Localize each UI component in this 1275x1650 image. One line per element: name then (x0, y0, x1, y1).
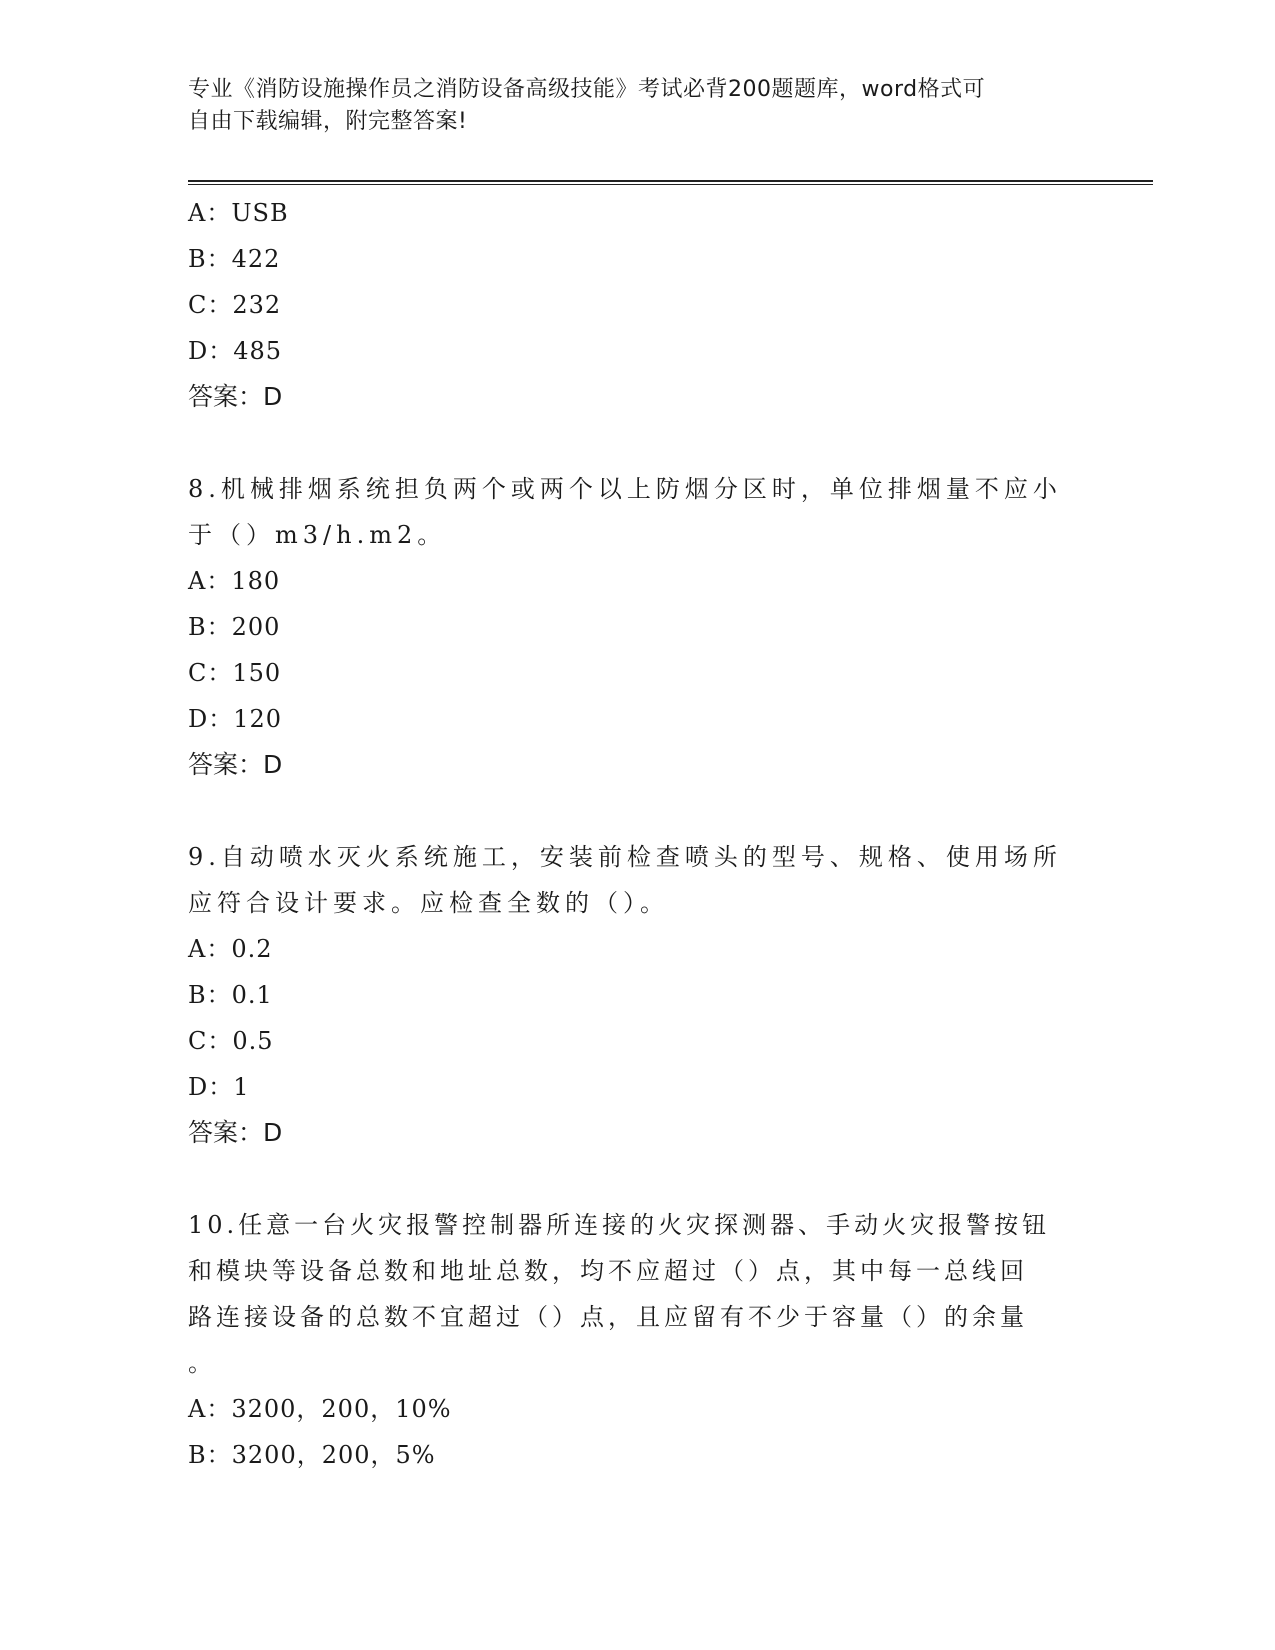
option-b: B：0.1 (188, 981, 273, 1009)
option-c: C：150 (188, 659, 282, 687)
question-text-line: 于（）m3/h.m2。 (188, 521, 447, 549)
option-a: A：180 (188, 567, 281, 595)
option-b: B：3200，200，5% (188, 1441, 436, 1469)
answer: 答案：D (188, 382, 283, 411)
question-9-block (188, 834, 1088, 1156)
option-b: B：422 (188, 245, 281, 273)
question-10-block (188, 1202, 1088, 1478)
answer: 答案：D (188, 750, 283, 779)
option-c: C：0.5 (188, 1027, 274, 1055)
question-8-block (188, 466, 1088, 788)
header-divider-thin (188, 184, 1153, 185)
answer: 答案：D (188, 1118, 283, 1147)
question-text-line: 路连接设备的总数不宜超过（）点，且应留有不少于容量（）的余量 (188, 1303, 1028, 1331)
header-divider (188, 180, 1153, 182)
option-a: A：0.2 (188, 935, 273, 963)
option-b: B：200 (188, 613, 281, 641)
question-text-line: 9.自动喷水灭火系统施工，安装前检查喷头的型号、规格、使用场所 (188, 843, 1062, 871)
question-text-line: 10.任意一台火灾报警控制器所连接的火灾探测器、手动火灾报警按钮 (188, 1211, 1051, 1239)
header-line-1: 专业《消防设施操作员之消防设备高级技能》考试必背200题题库，word格式可 (188, 77, 986, 102)
question-list (188, 190, 1088, 1478)
question-text-line: 应符合设计要求。应检查全数的（）。 (188, 889, 669, 917)
header-line-2: 自由下载编辑，附完整答案! (188, 109, 468, 134)
option-a: A：USB (188, 199, 289, 227)
question-text-line: 和模块等设备总数和地址总数，均不应超过（）点，其中每一总线回 (188, 1257, 1028, 1285)
option-d: D：1 (188, 1073, 250, 1101)
document-header (188, 74, 1088, 138)
option-d: D：485 (188, 337, 283, 365)
question-7-block (188, 190, 1088, 420)
question-text-line: 8.机械排烟系统担负两个或两个以上防烟分区时，单位排烟量不应小 (188, 475, 1062, 503)
question-text-line: 。 (188, 1349, 216, 1377)
option-d: D：120 (188, 705, 283, 733)
option-c: C：232 (188, 291, 282, 319)
option-a: A：3200，200，10% (188, 1395, 452, 1423)
